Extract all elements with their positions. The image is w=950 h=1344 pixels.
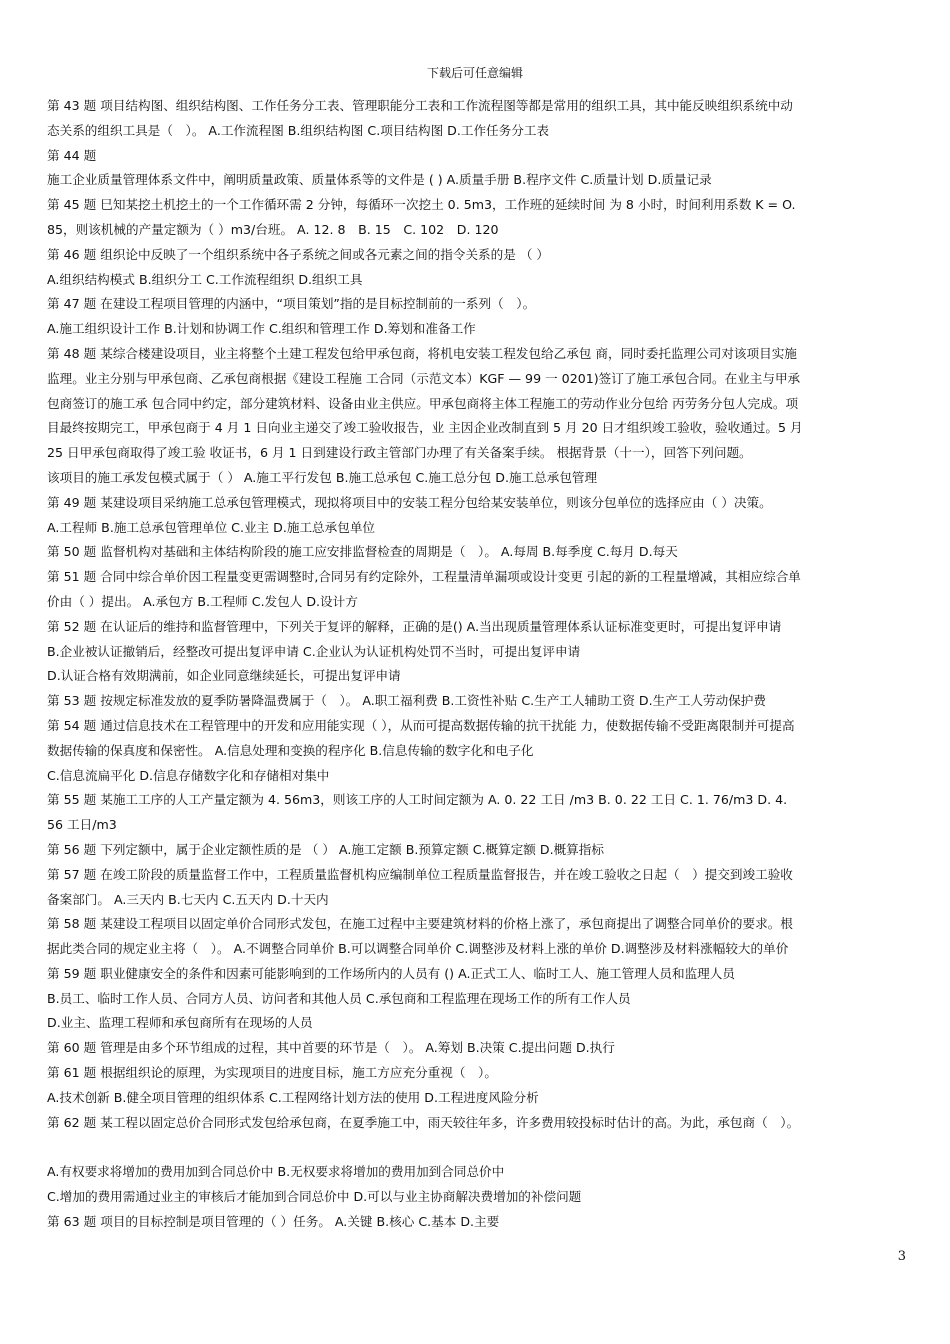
- text-line: B.员工、临时工作人员、合同方人员、访问者和其他人员 C.承包商和工程监理在现场工作的所有工作人员: [47, 990, 631, 1006]
- text-line: 数据传输的保真度和保密性。 A.信息处理和变换的程序化 B.信息传输的数字化和电子化: [47, 742, 534, 758]
- text-line: 第 46 题 组织论中反映了一个组织系统中各子系统之间或各元素之间的指令关系的是 （ ）: [47, 246, 550, 262]
- text-line: A.有权要求将增加的费用加到合同总价中 B.无权要求将增加的费用加到合同总价中: [47, 1164, 505, 1180]
- text-line: C.增加的费用需通过业主的审核后才能加到合同总价中 D.可以与业主协商解决费增加的补偿问题: [47, 1189, 582, 1205]
- text-line: 第 47 题 在建设工程项目管理的内涵中，“项目策划”指的是目标控制前的一系列（ ）。: [47, 296, 536, 312]
- text-line: 态关系的组织工具是（ ）。 A.工作流程图 B.组织结构图 C.项目结构图 D.工作任务分工表: [47, 122, 550, 138]
- text-line: 第 57 题 在竣工阶段的质量监督工作中，工程质量监督机构应编制单位工程质量监督报告，并在竣工验收之日起（ ）提交到竣工验收: [47, 866, 793, 882]
- text-line: A.技术创新 B.健全项目管理的组织体系 C.工程网络计划方法的使用 D.工程进度风险分析: [47, 1089, 539, 1105]
- text-line: 该项目的施工承发包模式属于（ ） A.施工平行发包 B.施工总承包 C.施工总分包 D.施工总承包管理: [47, 469, 598, 485]
- text-line: 第 43 题 项目结构图、组织结构图、工作任务分工表、管理职能分工表和工作流程图等都是常用的组织工具，其中能反映组织系统中动: [47, 98, 793, 113]
- text-line: 第 55 题 某施工工序的人工产量定额为 4. 56m3，则该工序的人工时间定额为 A. 0. 22 工日 /m3 B. 0. 22 工日 C. 1. 76/m3 D. 4.: [47, 792, 788, 808]
- text-line: A.组织结构模式 B.组织分工 C.工作流程组织 D.组织工具: [47, 271, 363, 287]
- text-line: 目最终按期完工，甲承包商于 4 月 1 日向业主递交了竣工验收报告，业 主因企业改制直到 5 月 20 日才组织竣工验收，验收通过。5 月: [47, 420, 803, 436]
- text-line: 第 62 题 某工程以固定总价合同形式发包给承包商，在夏季施工中，雨天较往年多，许多费用较投标时估计的高。为此，承包商（ ）。: [47, 1114, 800, 1130]
- text-line: 85，则该机械的产量定额为（ ）m3/台班。 A. 12. 8 B. 15 C. 102 D. 120: [47, 221, 499, 237]
- text-line: C.信息流扁平化 D.信息存储数字化和存储相对集中: [47, 767, 330, 783]
- text-line: A.工程师 B.施工总承包管理单位 C.业主 D.施工总承包单位: [47, 519, 376, 535]
- text-line: 第 54 题 通过信息技术在工程管理中的开发和应用能实现（ ），从而可提高数据传输的抗干扰能 力，使数据传输不受距离限制并可提高: [47, 717, 795, 733]
- text-line: A.施工组织设计工作 B.计划和协调工作 C.组织和管理工作 D.筹划和准备工作: [47, 321, 476, 337]
- text-line: 第 49 题 某建设项目采纳施工总承包管理模式，现拟将项目中的安装工程分包给某安装单位，则该分包单位的选择应由（ ）决策。: [47, 494, 772, 510]
- text-line: 监理。业主分别与甲承包商、乙承包商根据《建设工程施 工合同（示范文本）KGF — 99 一 0201)签订了施工承包合同。在业主与甲承: [47, 370, 801, 386]
- text-line: 价由（ ）提出。 A.承包方 B.工程师 C.发包人 D.设计方: [47, 593, 358, 609]
- text-line: 第 52 题 在认证后的维持和监督管理中，下列关于复评的解释，正确的是() A.当出现质量管理体系认证标准变更时，可提出复评申请: [47, 618, 782, 634]
- text-line: 第 61 题 根据组织论的原理，为实现项目的进度目标，施工方应充分重视（ ）。: [47, 1065, 497, 1081]
- text-line: 第 59 题 职业健康安全的条件和因素可能影响到的工作场所内的人员有 () A.正式工人、临时工人、施工管理人员和监理人员: [47, 965, 735, 981]
- text-line: D.认证合格有效期满前，如企业同意继续延长，可提出复评申请: [47, 668, 401, 684]
- document-body: [47, 94, 909, 1235]
- text-line: 第 51 题 合同中综合单价因工程量变更需调整时,合同另有约定除外，工程量清单漏项或设计变更 引起的新的工程量增减，其相应综合单: [47, 569, 801, 585]
- text-line: 施工企业质量管理体系文件中，阐明质量政策、质量体系等的文件是 ( ) A.质量手册 B.程序文件 C.质量计划 D.质量记录: [47, 172, 712, 188]
- text-line: 第 48 题 某综合楼建设项目，业主将整个土建工程发包给甲承包商，将机电安装工程发包给乙承包 商，同时委托监理公司对该项目实施: [47, 345, 797, 361]
- text-line: 包商签订的施工承 包合同中约定，部分建筑材料、设备由业主供应。甲承包商将主体工程施工的劳动作业分包给 丙劳务分包人完成。项: [47, 395, 799, 411]
- text-line: 第 63 题 项目的目标控制是项目管理的（ ）任务。 A.关键 B.核心 C.基本 D.主要: [47, 1213, 500, 1229]
- text-line: 第 60 题 管理是由多个环节组成的过程，其中首要的环节是（ ）。 A.筹划 B.决策 C.提出问题 D.执行: [47, 1040, 615, 1056]
- text-line: 第 45 题 巳知某挖土机挖土的一个工作循环需 2 分钟，每循环一次挖土 0. 5m3，工作班的延续时间 为 8 小时，时间利用系数 K = O.: [47, 197, 796, 213]
- text-line: B.企业被认证撤销后，经整改可提出复评申请 C.企业认为认证机构处罚不当时，可提出复评申请: [47, 643, 581, 659]
- text-line: 第 50 题 监督机构对基础和主体结构阶段的施工应安排监督检查的周期是（ ）。 A.每周 B.每季度 C.每月 D.每天: [47, 544, 678, 560]
- text-line: 第 56 题 下列定额中，属于企业定额性质的是 （ ） A.施工定额 B.预算定额 C.概算定额 D.概算指标: [47, 841, 604, 857]
- page-header: 下载后可任意编辑: [426, 66, 523, 80]
- text-line: 25 日甲承包商取得了竣工验 收证书，6 月 1 日到建设行政主管部门办理了有关备案手续。 根据背景（十一），回答下列问题。: [47, 445, 752, 461]
- text-line: 备案部门。 A.三天内 B.七天内 C.五天内 D.十天内: [47, 891, 329, 907]
- text-line: D.业主、监理工程师和承包商所有在现场的人员: [47, 1015, 313, 1031]
- text-line: 第 53 题 按规定标准发放的夏季防暑降温费属于（ ）。 A.职工福利费 B.工资性补贴 C.生产工人辅助工资 D.生产工人劳动保护费: [47, 693, 766, 709]
- text-line: 第 58 题 某建设工程项目以固定单价合同形式发包，在施工过程中主要建筑材料的价格上涨了，承包商提出了调整合同单价的要求。根: [47, 916, 793, 932]
- text-line: 据此类合同的规定业主将（ ）。 A.不调整合同单价 B.可以调整合同单价 C.调整涉及材料上涨的单价 D.调整涉及材料涨幅较大的单价: [47, 941, 789, 957]
- text-line: 第 44 题: [47, 147, 97, 163]
- text-line: 56 工日/m3: [47, 817, 117, 833]
- page-number: 3: [897, 1249, 906, 1264]
- blank-line: [47, 1135, 909, 1160]
